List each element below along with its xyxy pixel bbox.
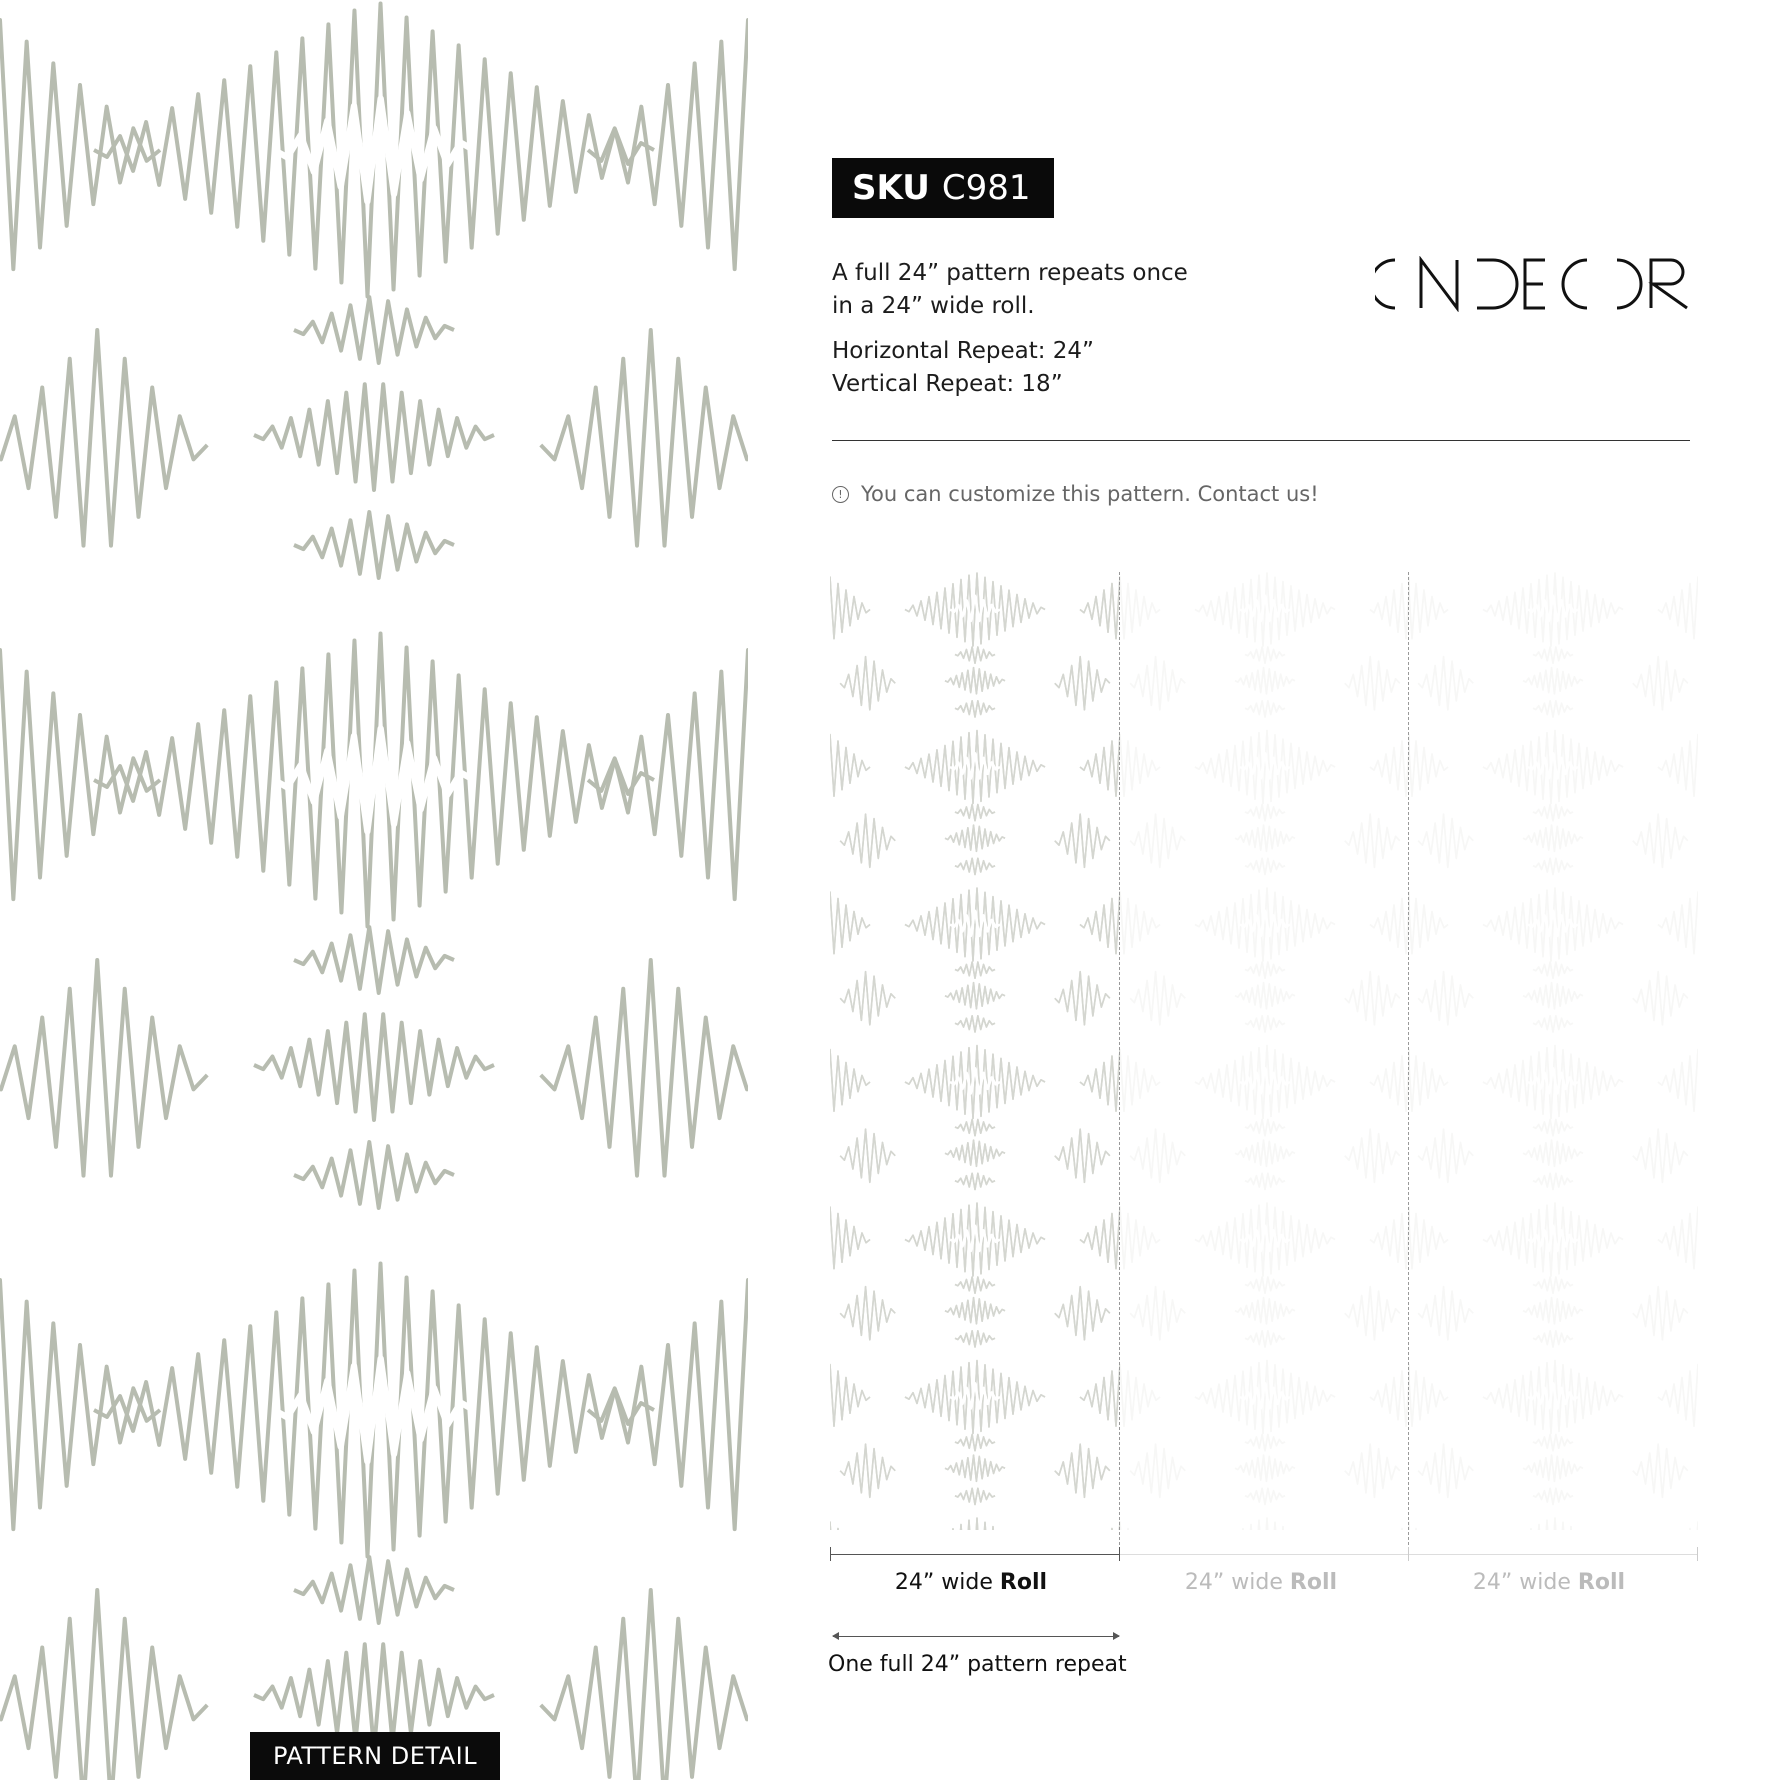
pattern-motif	[1120, 735, 1160, 797]
pattern-motif	[1483, 1361, 1623, 1434]
pattern-motif	[1235, 668, 1295, 694]
pattern-motif	[541, 1590, 748, 1780]
pattern-motif	[1483, 1046, 1623, 1119]
pattern-motif	[1408, 1522, 1448, 1530]
pattern-motif	[1130, 1444, 1185, 1497]
pattern-motif	[1370, 1207, 1410, 1269]
sku-value: C981	[941, 168, 1031, 208]
description-line-2: in a 24” wide roll.	[832, 293, 1035, 319]
pattern-motif	[1245, 1277, 1285, 1293]
pattern-motif	[254, 1014, 494, 1120]
pattern-motif	[1418, 972, 1473, 1025]
roll-seam	[1119, 572, 1120, 1560]
pattern-motif	[1523, 825, 1583, 851]
pattern-motif	[1120, 1207, 1160, 1269]
pattern-motif	[905, 888, 1045, 961]
roll-label-1	[826, 1570, 1116, 1595]
pattern-motif	[1245, 1120, 1285, 1136]
pattern-motif	[1120, 1050, 1160, 1112]
measure-tick	[1697, 1547, 1698, 1561]
pattern-motif	[1483, 1203, 1623, 1276]
pattern-motif	[1130, 1129, 1185, 1182]
pattern-motif	[840, 972, 895, 1025]
pattern-motif	[1633, 1287, 1688, 1340]
pattern-motif	[1408, 577, 1448, 639]
pattern-motif	[1533, 1016, 1573, 1032]
pattern-motif	[1418, 1444, 1473, 1497]
brand-logo	[1375, 256, 1690, 312]
pattern-motif	[1370, 577, 1410, 639]
roll-label-bold: Roll	[999, 1570, 1048, 1595]
pattern-motif	[955, 1120, 995, 1136]
pattern-motif	[294, 927, 454, 993]
pattern-motif	[1533, 1331, 1573, 1347]
pattern-motif	[1370, 1365, 1410, 1427]
pattern-motif	[1633, 814, 1688, 867]
pattern-motif	[905, 1046, 1045, 1119]
pattern-motif	[1533, 701, 1573, 717]
pattern-motif	[1245, 1435, 1285, 1451]
pattern-motif	[1483, 1518, 1623, 1530]
customize-note-text: You can customize this pattern. Contact us!	[861, 482, 1319, 506]
pattern-motif	[955, 1435, 995, 1451]
pattern-motif	[955, 1488, 995, 1504]
pattern-motif	[1195, 731, 1335, 804]
pattern-motif	[1245, 962, 1285, 978]
roll-label-bold: Roll	[1577, 1570, 1626, 1595]
pattern-motif	[955, 805, 995, 821]
horizontal-repeat: Horizontal Repeat: 24”	[832, 338, 1094, 364]
pattern-motif	[1195, 1203, 1335, 1276]
pattern-motif	[1533, 805, 1573, 821]
vertical-repeat: Vertical Repeat: 18”	[832, 371, 1063, 397]
pattern-motif	[840, 814, 895, 867]
roll-seam	[1408, 572, 1409, 1560]
roll-label-bold: Roll	[1289, 1570, 1338, 1595]
pattern-motif	[1483, 888, 1623, 961]
pattern-motif	[955, 962, 995, 978]
pattern-motif	[955, 858, 995, 874]
pattern-motif	[294, 1557, 454, 1623]
pattern-motif	[955, 647, 995, 663]
pattern-motif	[1235, 1140, 1295, 1166]
pattern-motif	[1533, 1277, 1573, 1293]
pattern-motif	[1055, 1287, 1110, 1340]
roll-label-prefix: 24” wide	[1472, 1570, 1571, 1595]
pattern-motif	[1408, 1207, 1448, 1269]
pattern-motif	[1408, 735, 1448, 797]
pattern-motif	[955, 701, 995, 717]
customize-note[interactable]	[832, 482, 1319, 506]
pattern-motif	[1523, 1455, 1583, 1481]
pattern-motif	[1235, 1298, 1295, 1324]
pattern-motif	[905, 1361, 1045, 1434]
pattern-motif	[905, 1518, 1045, 1530]
pattern-motif	[1408, 1522, 1448, 1530]
roll-label-3	[1404, 1570, 1694, 1595]
pattern-motif	[294, 1142, 454, 1208]
pattern-motif	[1658, 1365, 1698, 1427]
pattern-motif	[0, 650, 160, 899]
pattern-motif	[1345, 1444, 1400, 1497]
pattern-motif	[1120, 1522, 1160, 1530]
pattern-motif	[1345, 657, 1400, 710]
pattern-motif	[1055, 1129, 1110, 1182]
pattern-motif	[1418, 814, 1473, 867]
pattern-motif	[294, 297, 454, 363]
pattern-motif	[1533, 1488, 1573, 1504]
pattern-motif	[1483, 731, 1623, 804]
info-icon: !	[832, 486, 849, 503]
pattern-motif	[840, 1129, 895, 1182]
pattern-motif	[1245, 701, 1285, 717]
roll-width-measure	[1408, 1554, 1698, 1555]
pattern-motif	[1120, 1365, 1160, 1427]
description-line-1: A full 24” pattern repeats once	[832, 260, 1188, 286]
pattern-motif	[1235, 825, 1295, 851]
pattern-repeat-label: One full 24” pattern repeat	[828, 1652, 1127, 1677]
pattern-motif	[1418, 1287, 1473, 1340]
pattern-motif	[1235, 1455, 1295, 1481]
pattern-motif	[0, 330, 207, 546]
pattern-motif	[905, 731, 1045, 804]
pattern-motif	[1080, 1522, 1120, 1530]
pattern-motif	[905, 1518, 1045, 1530]
pattern-motif	[1130, 657, 1185, 710]
pattern-motif	[1533, 1173, 1573, 1189]
pattern-detail-label: PATTERN DETAIL	[250, 1732, 500, 1780]
pattern-motif	[1195, 888, 1335, 961]
pattern-motif	[1245, 1488, 1285, 1504]
pattern-motif	[945, 1298, 1005, 1324]
pattern-motif	[1370, 735, 1410, 797]
pattern-motif	[1195, 1361, 1335, 1434]
pattern-motif	[1658, 577, 1698, 639]
pattern-motif	[541, 330, 748, 546]
pattern-motif	[1523, 1298, 1583, 1324]
roll-preview-1	[830, 572, 1120, 1530]
pattern-motif	[945, 825, 1005, 851]
pattern-motif	[1633, 1444, 1688, 1497]
pattern-motif	[830, 892, 870, 954]
pattern-motif	[955, 1173, 995, 1189]
pattern-motif	[1370, 1522, 1410, 1530]
pattern-motif	[830, 1522, 870, 1530]
measure-tick	[1408, 1547, 1409, 1561]
pattern-motif	[1533, 1435, 1573, 1451]
pattern-motif	[254, 384, 494, 490]
pattern-motif	[1533, 647, 1573, 663]
pattern-motif	[1245, 1173, 1285, 1189]
pattern-motif	[1633, 657, 1688, 710]
pattern-motif	[1195, 1518, 1335, 1530]
pattern-motif	[1080, 1522, 1120, 1530]
roll-width-measure	[830, 1554, 1120, 1555]
pattern-motif	[840, 657, 895, 710]
pattern-motif	[0, 1280, 160, 1529]
pattern-motif	[1370, 1050, 1410, 1112]
pattern-motif	[1658, 892, 1698, 954]
pattern-motif	[1235, 983, 1295, 1009]
pattern-motif	[1080, 1365, 1120, 1427]
pattern-motif	[945, 1455, 1005, 1481]
pattern-motif	[1658, 1522, 1698, 1530]
roll-preview-2	[1120, 572, 1410, 1530]
pattern-motif	[1418, 1129, 1473, 1182]
pattern-motif	[1055, 972, 1110, 1025]
pattern-motif	[840, 1444, 895, 1497]
pattern-motif	[955, 1277, 995, 1293]
measure-tick	[830, 1547, 831, 1561]
pattern-motif	[1345, 972, 1400, 1025]
pattern-motif	[1345, 814, 1400, 867]
divider	[832, 440, 1690, 441]
pattern-motif	[830, 735, 870, 797]
pattern-motif	[1633, 1129, 1688, 1182]
pattern-motif	[1408, 1365, 1448, 1427]
pattern-motif	[1195, 573, 1335, 646]
repeat-dimensions	[832, 335, 1094, 401]
pattern-motif	[1245, 858, 1285, 874]
pattern-motif	[1370, 1522, 1410, 1530]
pattern-motif	[1370, 892, 1410, 954]
pattern-motif	[945, 983, 1005, 1009]
pattern-motif	[1080, 1207, 1120, 1269]
sku-badge	[832, 158, 1054, 218]
pattern-motif	[1633, 972, 1688, 1025]
pattern-motif	[1483, 573, 1623, 646]
pattern-motif	[294, 512, 454, 578]
pattern-motif	[1080, 892, 1120, 954]
pattern-motif	[1658, 1050, 1698, 1112]
pattern-motif	[1055, 1444, 1110, 1497]
pattern-motif	[1130, 1287, 1185, 1340]
pattern-motif	[1408, 892, 1448, 954]
pattern-motif	[830, 1207, 870, 1269]
pattern-repeat-arrow	[833, 1636, 1119, 1637]
pattern-motif	[1523, 1140, 1583, 1166]
pattern-motif	[1055, 814, 1110, 867]
pattern-motif	[541, 960, 748, 1176]
pattern-motif	[1245, 805, 1285, 821]
pattern-motif	[1418, 657, 1473, 710]
pattern-motif	[1345, 1129, 1400, 1182]
pattern-motif	[1345, 1287, 1400, 1340]
pattern-motif	[1658, 1522, 1698, 1530]
sku-key: SKU	[852, 168, 930, 208]
pattern-motif	[1533, 1120, 1573, 1136]
pattern-motif	[1120, 892, 1160, 954]
pattern-motif	[1130, 814, 1185, 867]
pattern-motif	[830, 1365, 870, 1427]
pattern-motif	[1483, 1518, 1623, 1530]
repeat-description	[832, 257, 1188, 323]
pattern-motif	[1523, 983, 1583, 1009]
pattern-motif	[1080, 1050, 1120, 1112]
roll-label-prefix: 24” wide	[894, 1570, 993, 1595]
pattern-motif	[840, 1287, 895, 1340]
pattern-motif	[1523, 668, 1583, 694]
roll-label-2	[1116, 1570, 1406, 1595]
pattern-motif	[830, 1522, 870, 1530]
pattern-detail-image	[0, 0, 748, 1780]
pattern-detail-panel	[0, 0, 748, 1780]
pattern-motif	[1408, 1050, 1448, 1112]
pattern-motif	[1080, 735, 1120, 797]
pattern-motif	[945, 1140, 1005, 1166]
pattern-motif	[830, 1050, 870, 1112]
pattern-motif	[1195, 1518, 1335, 1530]
roll-width-measure	[1120, 1554, 1408, 1555]
pattern-motif	[905, 573, 1045, 646]
pattern-motif	[1658, 735, 1698, 797]
pattern-motif	[945, 668, 1005, 694]
pattern-motif	[1533, 858, 1573, 874]
pattern-motif	[1130, 972, 1185, 1025]
pattern-motif	[0, 1590, 207, 1780]
pattern-motif	[830, 577, 870, 639]
pattern-motif	[1245, 1016, 1285, 1032]
pattern-motif	[1533, 962, 1573, 978]
pattern-motif	[905, 1203, 1045, 1276]
pattern-motif	[1195, 1046, 1335, 1119]
pattern-motif	[1080, 577, 1120, 639]
pattern-motif	[0, 960, 207, 1176]
pattern-motif	[1120, 577, 1160, 639]
pattern-motif	[1658, 1207, 1698, 1269]
pattern-motif	[1245, 647, 1285, 663]
pattern-motif	[1055, 657, 1110, 710]
pattern-motif	[955, 1331, 995, 1347]
pattern-motif	[1120, 1522, 1160, 1530]
roll-preview-3	[1408, 572, 1698, 1530]
pattern-motif	[0, 20, 160, 269]
pattern-motif	[1245, 1331, 1285, 1347]
roll-label-prefix: 24” wide	[1184, 1570, 1283, 1595]
measure-tick	[1119, 1547, 1120, 1561]
pattern-motif	[955, 1016, 995, 1032]
